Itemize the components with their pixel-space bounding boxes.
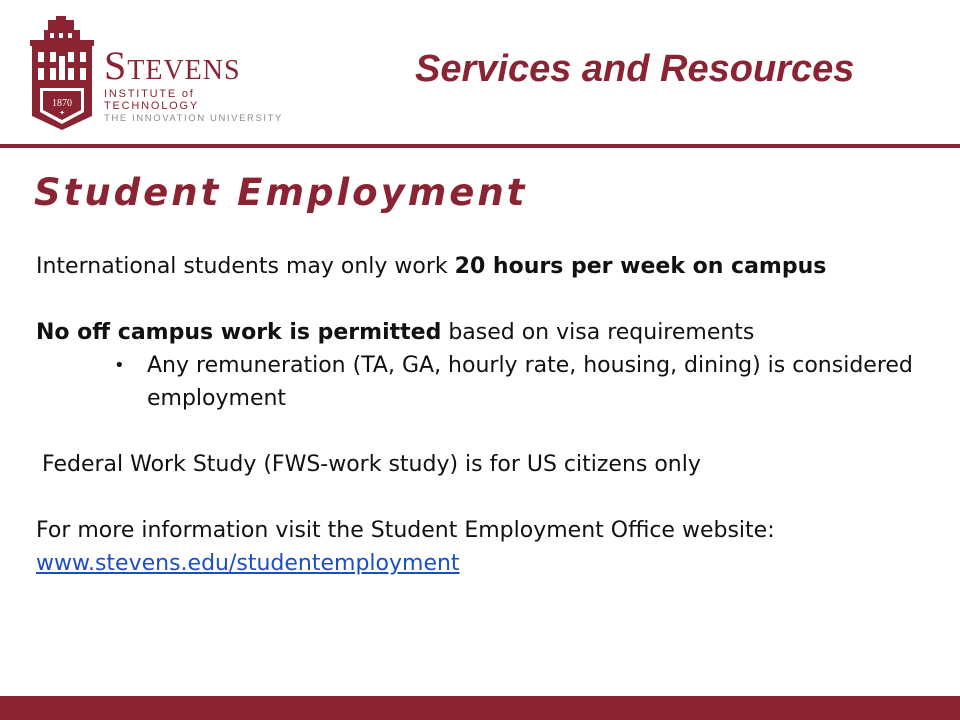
hours-emphasis: 20 hours per week on campus [454, 254, 827, 279]
off-campus-text: based on visa requirements [441, 320, 755, 345]
wordmark [104, 43, 284, 124]
hours-paragraph [36, 250, 936, 283]
footer-bar [0, 696, 960, 720]
header-divider [0, 144, 960, 148]
header-title: Services and Resources [415, 48, 855, 90]
student-employment-link[interactable]: www.stevens.edu/studentemployment [36, 551, 460, 576]
hours-text: International students may only work [36, 254, 455, 279]
work-study-paragraph: Federal Work Study (FWS-work study) is for US citizens only [42, 452, 701, 477]
seal-icon [26, 16, 98, 132]
logo-institute: INSTITUTE of TECHNOLOGY [104, 88, 200, 112]
more-info-paragraph: For more information visit the Student Employment Office website: [36, 518, 775, 543]
svg-text:✦: ✦ [59, 109, 65, 117]
off-campus-emphasis: No off campus work is permitted [36, 320, 442, 345]
off-campus-paragraph [36, 316, 936, 349]
bullet-marker: • [114, 355, 125, 376]
logo-name: Stevens [104, 43, 241, 88]
remuneration-text: Any remuneration (TA, GA, hourly rate, housing, dining) is considered employment [147, 353, 913, 411]
slide-title: Student Employment [34, 171, 528, 214]
stevens-logo [26, 16, 284, 134]
slide-body [36, 250, 936, 580]
list-item [36, 349, 936, 415]
svg-text:1870: 1870 [52, 98, 72, 109]
logo-tagline: THE INNOVATION UNIVERSITY [104, 113, 283, 124]
